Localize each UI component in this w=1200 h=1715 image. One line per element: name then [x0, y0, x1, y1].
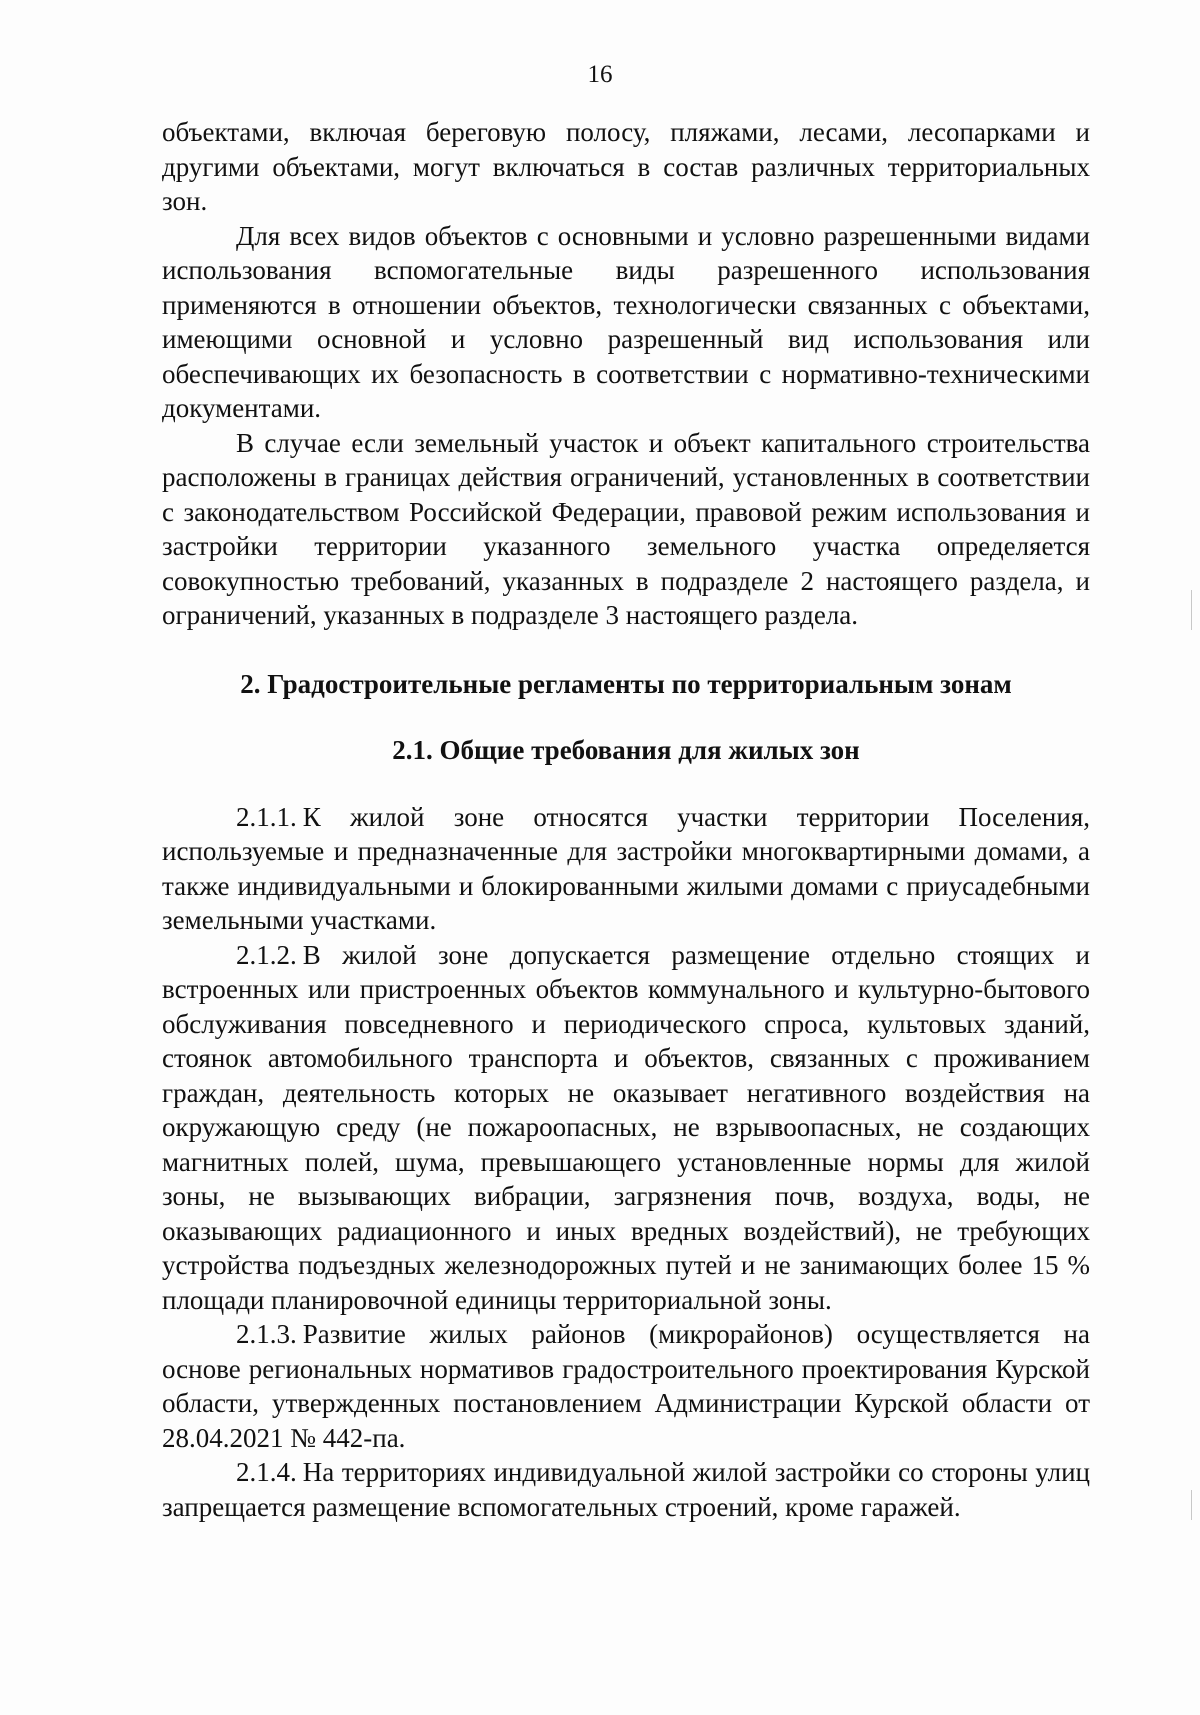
scan-edge-mark [1191, 1490, 1192, 1520]
intro-paragraph-1: объектами, включая береговую полосу, пляжами, лесами, лесопарками и другими объектами, могут включаться в состав различных территориальных зон. [162, 117, 1090, 216]
clause-text: К жилой зоне относятся участки территории Поселения, используемые и предназначенные для застройки многоквартирными домами, а также индивидуальными и блокированными жилыми домами с приусадебными земельными участками. [162, 801, 1090, 935]
intro-paragraph-3: В случае если земельный участок и объект капитального строительства расположены в границах действия ограничений, установленных в соответствии с законодательством Российской Федерации, правовой режим использования и застройки территории указанного земельного участка определяется совокупностью требований, указанных в подразделе 2 настоящего раздела, и ограничений, указанных в подразделе 3 настоящего раздела. [162, 427, 1090, 630]
clause-number: 2.1.3. [236, 1319, 297, 1349]
clause-text: В жилой зоне допускается размещение отдельно стоящих и встроенных или пристроенных объектов коммунального и культурно-бытового обслуживания повседневного и периодического спроса, культовых зданий, стоянок автомобильного транспорта и объектов, связанных с проживанием граждан, деятельность которых не оказывает негативного воздействия на окружающую среду (не пожароопасных, не взрывоопасных, не создающих магнитных полей, шума, превышающего установленные нормы для жилой зоны, не вызывающих вибрации, загрязнения почв, воздуха, воды, не оказывающих радиационного и иных вредных воздействий), не требующих устройства подъездных железнодорожных путей и не занимающих более 15 % площади планировочной единицы территориальной зоны. [162, 939, 1090, 1315]
scan-edge-mark [1191, 590, 1192, 630]
subsection-heading: 2.1. Общие требования для жилых зон [392, 735, 860, 765]
section-heading: 2. Градостроительные регламенты по территориальным зонам [240, 668, 1012, 699]
clause-2-1-4 [162, 1455, 1090, 1524]
clause-number: 2.1.2. [236, 939, 297, 970]
intro-paragraph-2: Для всех видов объектов с основными и условно разрешенными видами использования вспомогательные виды разрешенного использования применяются в отношении объектов, технологически связанных с объектами, имеющими основной и условно разрешенный вид использования или обеспечивающих их безопасность в соответствии с нормативно-техническими документами. [162, 220, 1090, 423]
clause-number: 2.1.4. [236, 1457, 297, 1487]
document-body [162, 115, 1090, 1524]
clause-text: На территориях индивидуальной жилой застройки со стороны улиц запрещается размещение вспомогательных строений, кроме гаражей. [162, 1457, 1090, 1522]
clause-2-1-1 [162, 800, 1090, 938]
clause-text: Развитие жилых районов (микрорайонов) осуществляется на основе региональных нормативов градостроительного проектирования Курской области, утвержденных постановлением Администрации Курской области от 28.04.2021 № 442-па. [162, 1319, 1090, 1453]
clause-2-1-2 [162, 938, 1090, 1318]
clause-number: 2.1.1. [236, 801, 297, 832]
page-number: 16 [587, 61, 613, 88]
clause-2-1-3 [162, 1317, 1090, 1455]
